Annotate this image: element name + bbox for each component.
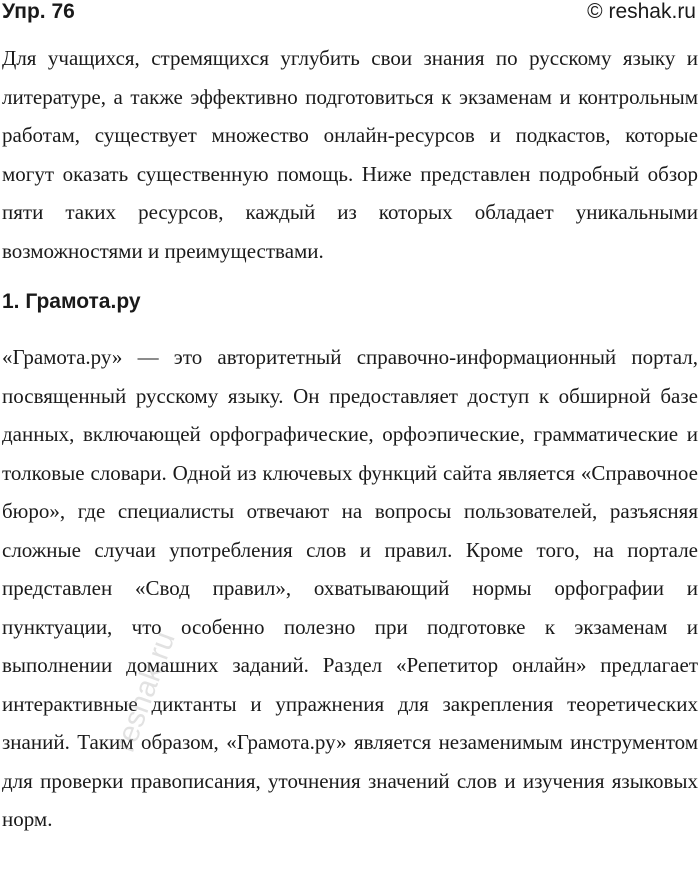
site-copyright[interactable]: © reshak.ru: [587, 0, 696, 23]
page-header: [0, 0, 700, 30]
section-paragraph: «Грамота.ру» — это авторитетный справочно-информационный портал, посвященный русскому языку. Он предоставляет доступ к обширной базе данных, включающей орфографические, орфоэпические, грамматические и толковые словари. Одной из ключевых функций сайта является «Справочное бюро», где специалисты отвечают на вопросы пользователей, разъясняя сложные случаи употребления слов и правил. Кроме того, на портале представлен «Свод правил», охватывающий нормы орфографии и пунктуации, что особенно полезно при подготовке к экзаменам и выполнении домашних заданий. Раздел «Репетитор онлайн» предлагает интерактивные диктанты и упражнения для закрепления теоретических знаний. Таким образом, «Грамота.ру» является незаменимым инструментом для проверки правописания, уточнения значений слов и изучения языковых норм.: [2, 345, 698, 831]
watermark: reshak.ru: [108, 627, 182, 757]
exercise-title: Упр. 76: [2, 0, 75, 23]
intro-paragraph: Для учащихся, стремящихся углубить свои знания по русскому языку и литературе, а также эффективно подготовиться к экзаменам и контрольным работам, существует множество онлайн-ресурсов и подкастов, которые могут оказать существенную помощь. Ниже представлен подробный обзор пяти таких ресурсов, каждый из которых обладает уникальными возможностями и преимуществами.: [2, 46, 698, 263]
section-heading: 1. Грамота.ру: [2, 290, 141, 313]
